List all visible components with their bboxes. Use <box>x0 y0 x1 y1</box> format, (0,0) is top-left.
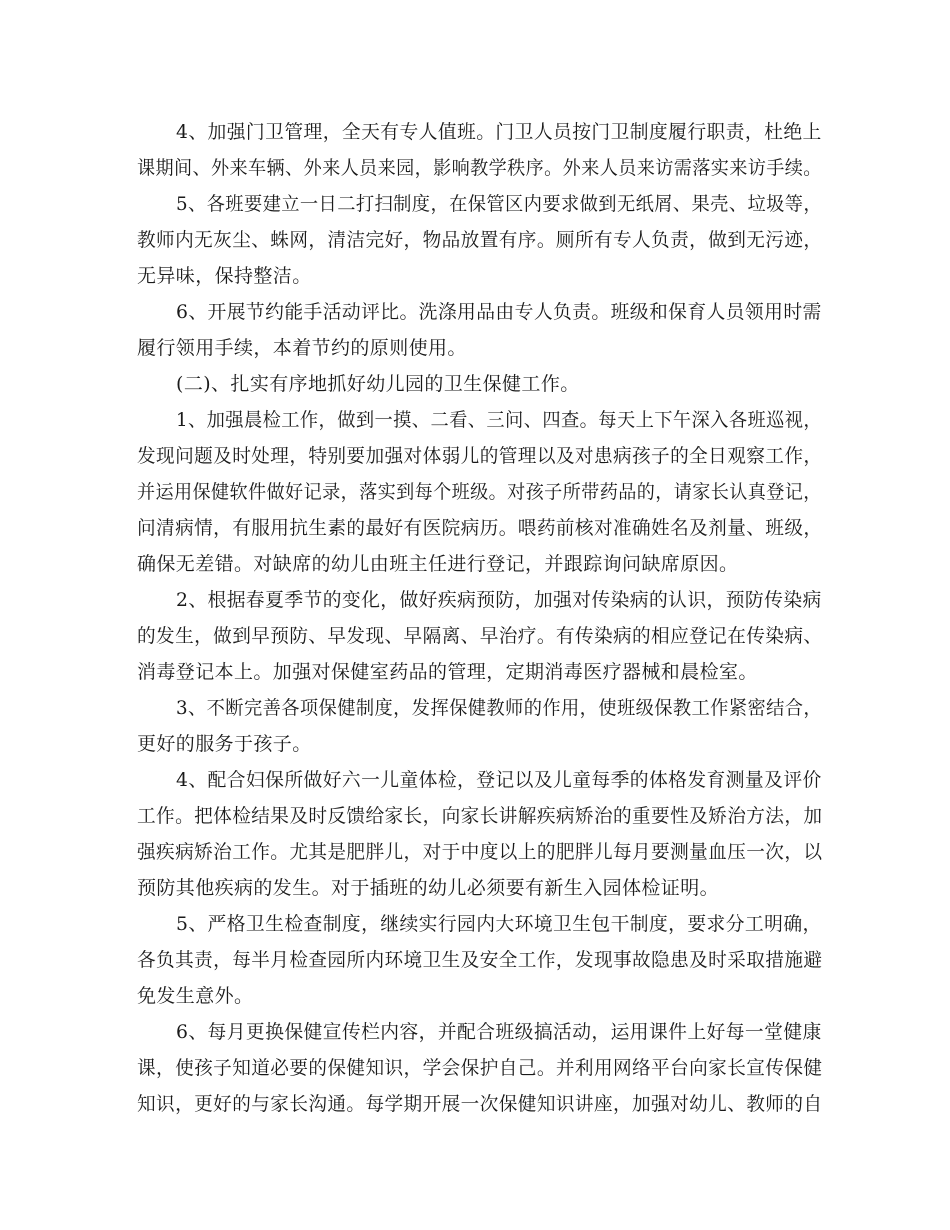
text-line: 工作。把体检结果及时反馈给家长，向家长讲解疾病矫治的重要性及矫治方法，加 <box>137 805 823 827</box>
text-line: 1、加强晨检工作，做到一摸、二看、三问、四查。每天上下午深入各班巡视， <box>176 409 823 431</box>
text-line: 课，使孩子知道必要的保健知识，学会保护自己。并利用网络平台向家长宣传保健 <box>137 1057 823 1079</box>
text-line: 消毒登记本上。加强对保健室药品的管理，定期消毒医疗器械和晨检室。 <box>137 661 758 683</box>
text-line: 各负其责，每半月检查园所内环境卫生及安全工作，发现事故隐患及时采取措施避 <box>137 949 823 971</box>
text-line: 确保无差错。对缺席的幼儿由班主任进行登记，并跟踪询问缺席原因。 <box>137 553 739 575</box>
text-line: 的发生，做到早预防、早发现、早隔离、早治疗。有传染病的相应登记在传染病、 <box>137 625 823 647</box>
text-line: 2、根据春夏季节的变化，做好疾病预防，加强对传染病的认识，预防传染病 <box>176 589 822 611</box>
text-line: 6、开展节约能手活动评比。洗涤用品由专人负责。班级和保育人员领用时需 <box>176 301 822 323</box>
text-line: 5、各班要建立一日二打扫制度，在保管区内要求做到无纸屑、果壳、垃圾等， <box>176 193 823 215</box>
text-line: 问清病情，有服用抗生素的最好有医院病历。喂药前核对准确姓名及剂量、班级， <box>137 517 823 539</box>
text-line: 强疾病矫治工作。尤其是肥胖儿，对于中度以上的肥胖儿每月要测量血压一次，以 <box>137 841 823 863</box>
text-line: 发现问题及时处理，特别要加强对体弱儿的管理以及对患病孩子的全日观察工作， <box>137 445 823 467</box>
text-line: 并运用保健软件做好记录，落实到每个班级。对孩子所带药品的，请家长认真登记， <box>137 481 822 503</box>
text-line: 课期间、外来车辆、外来人员来园，影响教学秩序。外来人员来访需落实来访手续。 <box>137 157 822 179</box>
text-line: 教师内无灰尘、蛛网，清洁完好，物品放置有序。厕所有专人负责，做到无污迹， <box>137 229 823 251</box>
section-heading: (二)、扎实有序地抓好幼儿园的卫生保健工作。 <box>176 373 580 395</box>
text-line: 预防其他疾病的发生。对于插班的幼儿必须要有新生入园体检证明。 <box>137 877 720 899</box>
text-line: 知识，更好的与家长沟通。每学期开展一次保健知识讲座，加强对幼儿、教师的自 <box>137 1093 823 1115</box>
text-line: 4、加强门卫管理，全天有专人值班。门卫人员按门卫制度履行职责，杜绝上 <box>176 121 822 143</box>
text-line: 5、严格卫生检查制度，继续实行园内大环境卫生包干制度，要求分工明确， <box>176 913 822 935</box>
text-line: 免发生意外。 <box>137 985 254 1007</box>
text-line: 履行领用手续，本着节约的原则使用。 <box>137 337 467 359</box>
text-line: 4、配合妇保所做好六一儿童体检，登记以及儿童每季的体格发育测量及评价 <box>176 769 822 791</box>
text-line: 无异味，保持整洁。 <box>137 265 312 287</box>
text-line: 3、不断完善各项保健制度，发挥保健教师的作用，使班级保教工作紧密结合， <box>176 697 823 719</box>
text-line: 更好的服务于孩子。 <box>137 733 312 755</box>
text-line: 6、每月更换保健宣传栏内容，并配合班级搞活动，运用课件上好每一堂健康 <box>176 1021 822 1043</box>
